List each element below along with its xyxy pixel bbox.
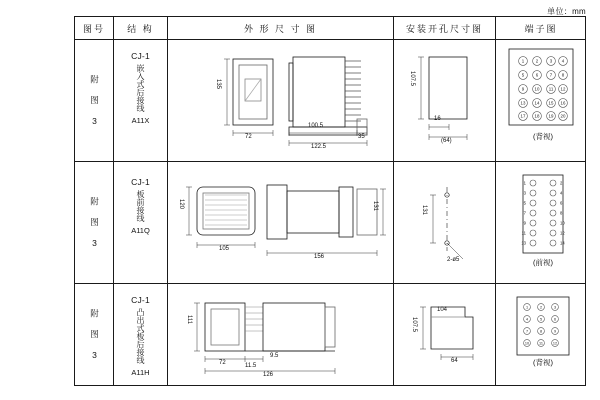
svg-text:3: 3 xyxy=(523,190,526,196)
row-2-mounting-drawing xyxy=(407,177,487,273)
svg-text:5: 5 xyxy=(523,200,526,206)
row-1-fig-label: 附 图 3 xyxy=(89,74,100,127)
row-3-dim-126: 126 xyxy=(263,372,274,378)
row-1-mdim-64: (64) xyxy=(441,138,452,144)
header-jiegou: 结 构 xyxy=(127,23,154,34)
header-tuhao: 图号 xyxy=(82,23,105,34)
svg-text:2: 2 xyxy=(535,58,539,64)
col-divider-3 xyxy=(393,17,394,385)
svg-text:5: 5 xyxy=(539,317,543,322)
svg-text:13: 13 xyxy=(521,240,526,246)
row-2-structure xyxy=(114,177,167,236)
svg-text:1: 1 xyxy=(523,180,526,186)
unit-label: 单位：mm xyxy=(547,7,586,16)
svg-text:10: 10 xyxy=(534,86,540,92)
svg-text:9: 9 xyxy=(553,329,557,334)
row-2-terminal-caption: (前视) xyxy=(533,258,553,267)
svg-text:3: 3 xyxy=(553,305,557,310)
svg-text:4: 4 xyxy=(525,317,529,322)
svg-text:11: 11 xyxy=(521,230,526,236)
svg-text:9: 9 xyxy=(521,86,525,92)
svg-text:11: 11 xyxy=(539,341,543,346)
row-divider-1 xyxy=(75,161,585,162)
row-3-mdim-1075: 107.5 xyxy=(411,317,417,333)
header-duanzi: 端子图 xyxy=(524,23,558,34)
row-3-mounting-drawing xyxy=(405,291,491,379)
svg-text:7: 7 xyxy=(549,72,553,78)
row-1-terminal-drawing xyxy=(505,45,577,141)
row-2-desc: 板前接线 xyxy=(136,190,145,222)
row-3-dim-72: 72 xyxy=(219,360,226,366)
svg-text:11: 11 xyxy=(548,86,554,92)
row-2-mdim-hole: 2-ø5 xyxy=(447,257,460,263)
row-3-fig-label: 附 图 3 xyxy=(89,309,100,361)
row-1-code: CJ-1 xyxy=(131,51,150,61)
svg-text:4: 4 xyxy=(561,58,565,64)
row-2-outline-drawing xyxy=(171,169,391,277)
col-divider-4 xyxy=(495,17,496,385)
svg-text:14: 14 xyxy=(534,100,540,106)
row-2-code: CJ-1 xyxy=(131,177,150,187)
row-1-mdim-1075: 107.5 xyxy=(409,71,415,87)
row-1-terminal-caption: (背视) xyxy=(533,132,553,141)
svg-text:12: 12 xyxy=(552,341,558,346)
row-1-outline-drawing xyxy=(171,43,391,159)
svg-text:7: 7 xyxy=(523,210,526,216)
svg-text:17: 17 xyxy=(520,113,526,119)
col-divider-2 xyxy=(167,17,168,385)
row-2-terminal-drawing xyxy=(511,171,575,265)
svg-text:9: 9 xyxy=(523,220,526,226)
row-1-structure xyxy=(114,51,167,126)
svg-text:8: 8 xyxy=(539,329,543,334)
svg-text:6: 6 xyxy=(535,72,539,78)
row-2-model: A11Q xyxy=(131,226,150,235)
row-2-fig-label: 附 图 3 xyxy=(89,196,100,249)
svg-text:4: 4 xyxy=(560,190,563,196)
svg-text:5: 5 xyxy=(521,72,525,78)
row-2-dim-105: 105 xyxy=(219,246,230,252)
row-1-dim-72: 72 xyxy=(245,134,252,140)
svg-text:3: 3 xyxy=(549,58,553,64)
row-2-dim-120: 120 xyxy=(178,199,184,210)
row-1-dim-1005: 100.5 xyxy=(308,123,324,129)
header-waixing: 外 形 尺 寸 图 xyxy=(243,23,317,34)
row-divider-2 xyxy=(75,283,585,284)
svg-text:14: 14 xyxy=(560,240,565,246)
row-3-desc: 凸出式板后接线 xyxy=(136,308,145,364)
svg-text:15: 15 xyxy=(548,100,554,106)
row-3-dim-115: 11.5 xyxy=(245,363,257,369)
row-3-terminal-caption: (背视) xyxy=(533,358,553,367)
svg-text:10: 10 xyxy=(524,341,530,346)
row-1-mdim-16: 16 xyxy=(434,116,441,122)
row-3-dim-111: 111 xyxy=(186,315,192,325)
row-1-desc: 嵌入式后接线 xyxy=(136,64,145,112)
svg-text:2: 2 xyxy=(539,305,543,310)
row-1-mounting-drawing xyxy=(405,43,489,153)
svg-text:7: 7 xyxy=(525,329,529,334)
svg-text:13: 13 xyxy=(520,100,526,106)
row-2-dim-131: 131 xyxy=(372,201,378,212)
svg-text:8: 8 xyxy=(560,210,563,216)
row-3-structure xyxy=(114,295,167,378)
row-2-dim-156: 156 xyxy=(314,254,325,260)
row-2-mdim-131: 131 xyxy=(421,205,427,216)
svg-text:1: 1 xyxy=(521,58,525,64)
row-3-outline-drawing xyxy=(171,289,371,381)
svg-text:12: 12 xyxy=(560,86,566,92)
svg-text:1: 1 xyxy=(525,305,529,310)
row-1-dim-1225: 122.5 xyxy=(311,144,327,150)
dimension-table xyxy=(74,16,586,386)
svg-text:8: 8 xyxy=(561,72,565,78)
svg-text:20: 20 xyxy=(560,113,566,119)
row-3-mdim-104: 104 xyxy=(437,307,448,313)
row-3-model: A11H xyxy=(131,368,150,377)
svg-text:6: 6 xyxy=(553,317,557,322)
row-3-code: CJ-1 xyxy=(131,295,150,305)
header-divider xyxy=(75,39,585,40)
svg-text:10: 10 xyxy=(560,220,565,226)
svg-text:19: 19 xyxy=(548,113,554,119)
svg-text:18: 18 xyxy=(534,113,540,119)
svg-text:16: 16 xyxy=(560,100,566,106)
row-1-dim-35: 35 xyxy=(358,134,365,140)
svg-text:2: 2 xyxy=(560,180,563,186)
row-3-mdim-64: 64 xyxy=(451,358,458,364)
row-3-dim-95: 9.5 xyxy=(270,353,279,359)
row-1-dim-135: 135 xyxy=(215,79,221,90)
header-kaikong: 安装开孔尺寸图 xyxy=(405,23,483,34)
svg-text:12: 12 xyxy=(560,230,565,236)
row-1-model: A11X xyxy=(131,116,150,125)
svg-text:6: 6 xyxy=(560,200,563,206)
row-3-terminal-drawing xyxy=(511,293,575,369)
